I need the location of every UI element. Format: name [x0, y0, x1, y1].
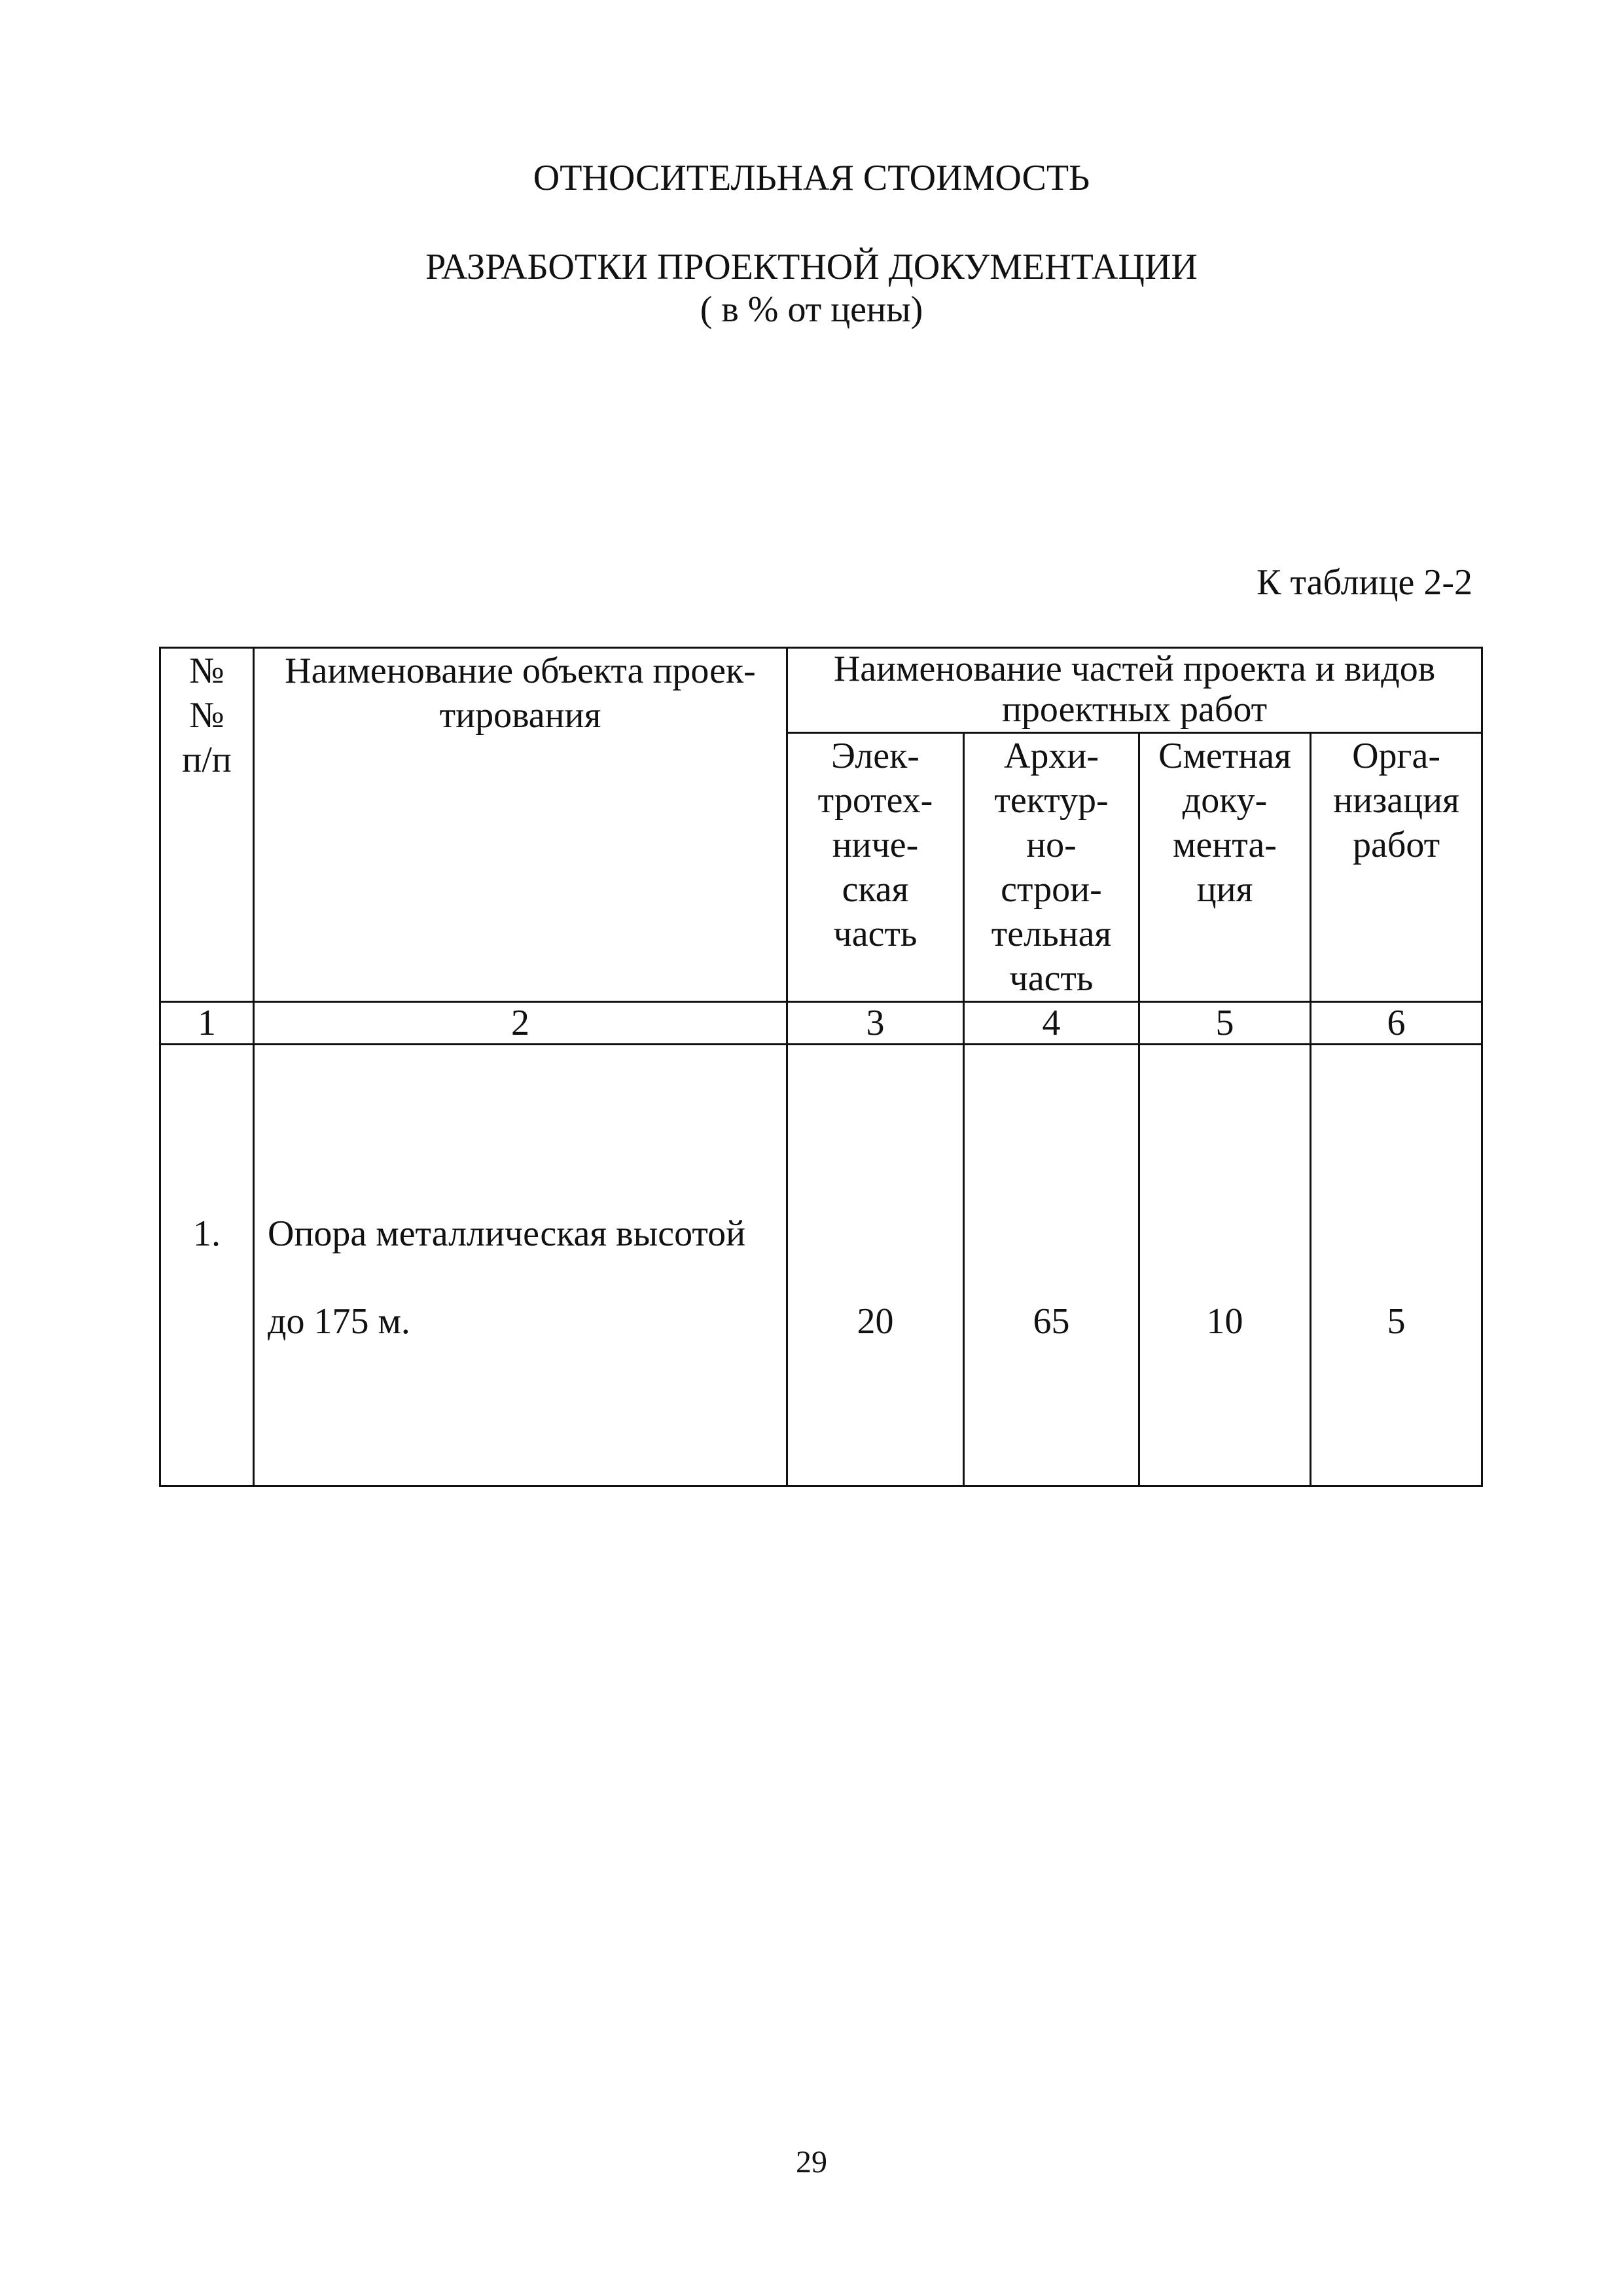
table-header-row-1: [160, 648, 1482, 733]
header-project-parts-group: Наименование частей проекта и видов проектных работ: [787, 648, 1482, 733]
cost-table: [159, 647, 1483, 1487]
table-row: [160, 1045, 1482, 1486]
column-number: 4: [964, 1002, 1139, 1045]
header-number-column: № № п/п: [160, 648, 254, 1002]
column-number: 2: [254, 1002, 787, 1045]
document-subtitle: ( в % от цены): [700, 289, 923, 330]
table-reference: К таблице 2-2: [1257, 562, 1472, 603]
column-number: 5: [1139, 1002, 1311, 1045]
header-object-name-column: Наименование объекта проек- тирования: [254, 648, 787, 1002]
document-title-line-2: РАЗРАБОТКИ ПРОЕКТНОЙ ДОКУМЕНТАЦИИ: [425, 247, 1198, 287]
document-title-line-1: ОТНОСИТЕЛЬНАЯ СТОИМОСТЬ: [533, 158, 1090, 198]
estimate-documentation-cell: [1139, 1045, 1311, 1486]
row-number-cell: [160, 1045, 254, 1486]
header-work-organization: Орга- низация работ: [1311, 733, 1482, 1002]
object-name-cell: [254, 1045, 787, 1486]
architectural-part-value: 65: [1033, 1301, 1070, 1342]
electrical-part-value: 20: [857, 1301, 894, 1342]
page-number: 29: [796, 2145, 827, 2179]
row-number: 1.: [193, 1213, 221, 1254]
estimate-documentation-value: 10: [1206, 1301, 1243, 1342]
work-organization-value: 5: [1387, 1301, 1406, 1342]
object-name-line-1: Опора металлическая высотой: [268, 1213, 746, 1254]
column-number: 1: [160, 1002, 254, 1045]
architectural-part-cell: [964, 1045, 1139, 1486]
header-estimate-documentation: Сметная доку- мента- ция: [1139, 733, 1311, 1002]
header-architectural-part: Архи- тектур- но- строи- тельная часть: [964, 733, 1139, 1002]
header-electrical-part: Элек- тротех- ниче- ская часть: [787, 733, 964, 1002]
column-number: 6: [1311, 1002, 1482, 1045]
column-numbers-row: [160, 1002, 1482, 1045]
work-organization-cell: [1311, 1045, 1482, 1486]
object-name-line-2: до 175 м.: [268, 1301, 410, 1342]
column-number: 3: [787, 1002, 964, 1045]
electrical-part-cell: [787, 1045, 964, 1486]
